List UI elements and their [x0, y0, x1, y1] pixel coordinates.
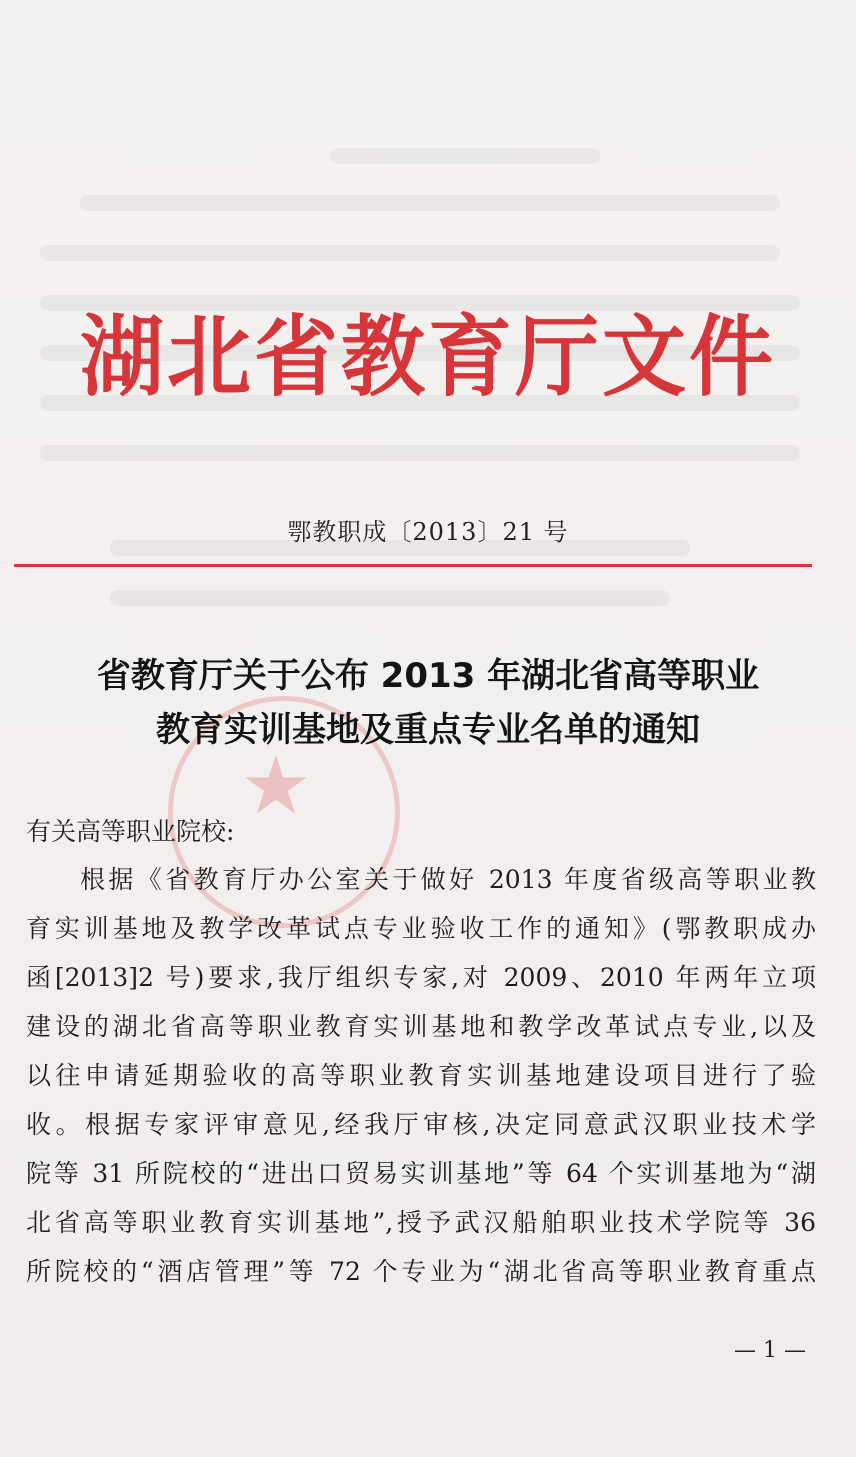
seal-star-icon: ★: [240, 739, 312, 832]
body-line: 所院校的“酒店管理”等 72 个专业为“湖北省高等职业教育重点: [26, 1257, 816, 1286]
notice-title-line-2: 教育实训基地及重点专业名单的通知: [156, 710, 700, 750]
page-number: — 1 —: [734, 1338, 806, 1363]
body-line: 以往申请延期验收的高等职业教育实训基地建设项目进行了验: [26, 1061, 816, 1090]
document-number: 鄂教职成〔2013〕21 号: [287, 518, 569, 546]
body-line: 函[2013]2 号)要求,我厅组织专家,对 2009、2010 年两年立项: [26, 963, 816, 992]
notice-title-line-1: 省教育厅关于公布 2013 年湖北省高等职业: [96, 656, 760, 696]
red-divider-line: [14, 564, 812, 567]
body-line: 北省高等职业教育实训基地”,授予武汉船舶职业技术学院等 36: [26, 1208, 816, 1237]
body-line: 院等 31 所院校的“进出口贸易实训基地”等 64 个实训基地为“湖: [26, 1159, 816, 1188]
body-line: 根据《省教育厅办公室关于做好 2013 年度省级高等职业教: [80, 865, 816, 894]
body-line: 收。根据专家评审意见,经我厅审核,决定同意武汉职业技术学: [26, 1110, 816, 1139]
salutation: 有关高等职业院校:: [26, 817, 235, 846]
document-header-title: 湖北省教育厅文件: [79, 304, 776, 409]
body-line: 育实训基地及教学改革试点专业验收工作的通知》(鄂教职成办: [26, 914, 816, 943]
body-line: 建设的湖北省高等职业教育实训基地和教学改革试点专业,以及: [26, 1012, 816, 1041]
